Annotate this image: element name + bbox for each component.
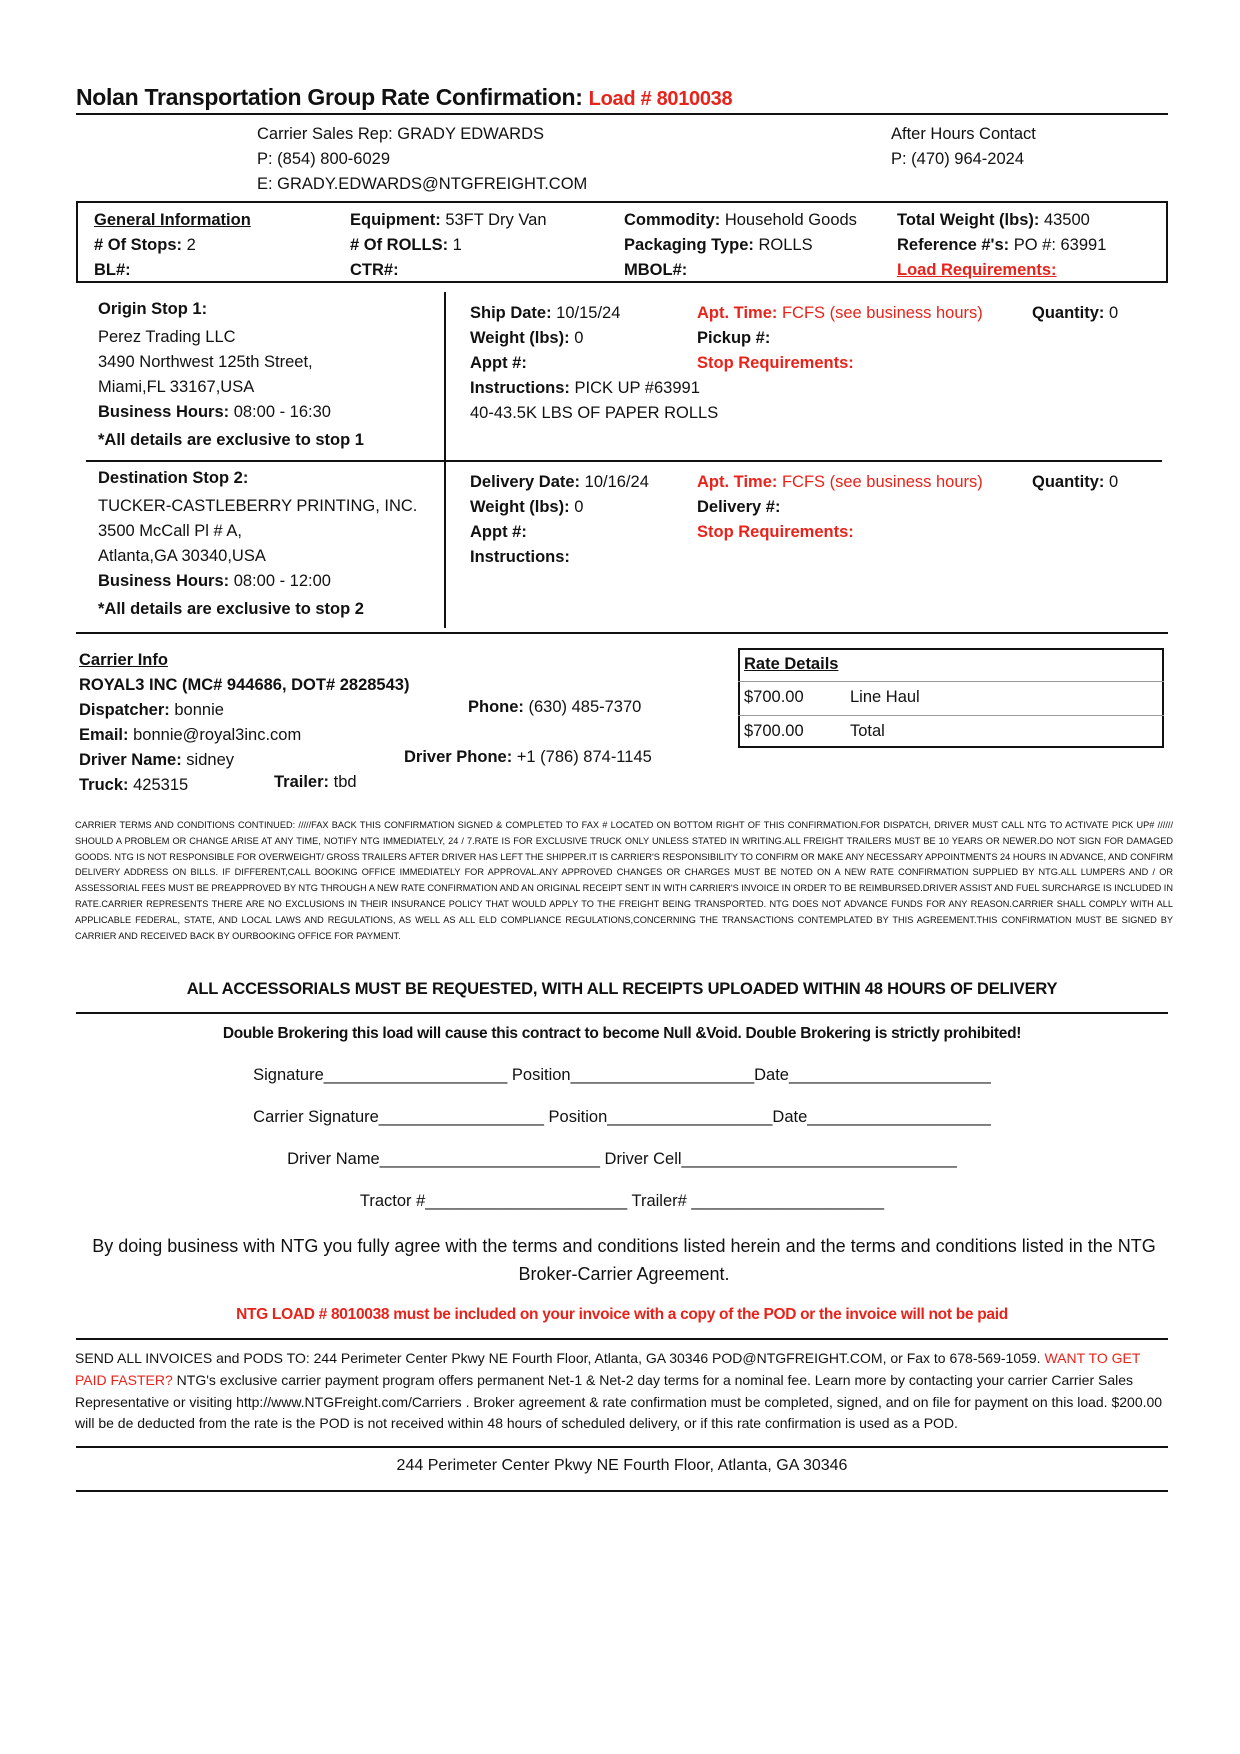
origin-stop-requirements: Stop Requirements: xyxy=(697,354,854,372)
commodity-label: Commodity: xyxy=(624,211,721,229)
origin-apt-time-label: Apt. Time: xyxy=(697,304,778,322)
driver-phone xyxy=(404,748,652,767)
carrier-email-value: bonnie@royal3inc.com xyxy=(128,726,302,744)
origin-quantity-label: Quantity: xyxy=(1032,304,1105,322)
destination-stop-address xyxy=(98,466,417,622)
mbol-label: MBOL#: xyxy=(624,261,688,279)
load-number: Load # 8010038 xyxy=(588,88,733,110)
title-divider xyxy=(76,113,1168,115)
driver-line[interactable]: Driver Name________________________ Driver Cell______________________________ xyxy=(287,1150,957,1168)
delivery-date-label: Delivery Date: xyxy=(470,473,581,491)
general-col-2 xyxy=(350,208,547,283)
sales-rep-name: Carrier Sales Rep: GRADY EDWARDS xyxy=(257,125,544,143)
rate-row-label xyxy=(850,688,920,707)
stops-bottom-divider xyxy=(76,632,1168,634)
carrier-phone-value: (630) 485-7370 xyxy=(523,698,642,716)
rate-row-label xyxy=(850,722,885,741)
destination-instructions-label: Instructions: xyxy=(470,548,570,566)
origin-weight-label: Weight (lbs): xyxy=(470,329,570,347)
rate-row-divider xyxy=(738,715,1164,716)
destination-appt-label: Appt #: xyxy=(470,523,527,541)
destination-quantity-value: 0 xyxy=(1104,473,1119,491)
tractor-trailer-line[interactable]: Tractor #______________________ Trailer# _____________________ xyxy=(359,1192,885,1210)
rate-label: Total xyxy=(850,722,885,740)
rate-details-divider xyxy=(738,681,1164,682)
dispatcher-label: Dispatcher: xyxy=(79,701,170,719)
trailer xyxy=(274,773,357,792)
destination-stop-heading: Destination Stop 2: xyxy=(98,469,249,487)
origin-stop-address xyxy=(98,297,364,453)
terms-and-conditions: CARRIER TERMS AND CONDITIONS CONTINUED: /////FAX BACK THIS CONFIRMATION SIGNED & COMPLETED TO FAX # LOCATED ON BOTTOM RIGHT OF THIS CONFIRMATION.FOR DISPATCH, DRIVER MUST CALL NTG TO ACTIVATE PICK UP# ////// SHOULD A PROBLEM OR CHANGE ARISE AT ANY TIME, NOTIFY NTG IMMEDIATELY, 24 / 7.RATE IS FOR EXCLUSIVE TRUCK ONLY UNLESS STATED IN WRITING.ALL FREIGHT TRAILERS MUST BE 10 YEARS OR NEWER.DO NOT SIGN FOR DAMAGED GOODS. NTG IS NOT RESPONSIBLE FOR OVERWEIGHT/ GROSS TRAILERS AFTER DRIVER HAS LEFT THE SHIPPER.IT IS CARRIER'S RESPONSIBILITY TO CONFIRM OR MAKE ANY NECESSARY APPOINTMENTS 24 HOURS IN ADVANCE, AND CONFIRM DELIVERY ADDRESS ON BILLS. IF DIFFERENT,CALL BOOKING OFFICE IMMEDIATELY FOR APPROVAL.ANY APPROVED CHANGES OR CHARGES MUST BE NOTED ON A NEW RATE CONFIRMATION SUPPLIED BY NTG.ALL LUMPERS AND / OR ASSESSORIAL FEES MUST BE PREAPPROVED BY NTG THROUGH A NEW RATE CONFIRMATION AND AN ORIGINAL RECEIPT SENT IN WITH CARRIER'S INVOICE IN ORDER TO BE REIMBURSED.DRIVER ASSIST AND FUEL SURCHARGE IS INCLUDED IN RATE.CARRIER REPRESENTS THERE ARE NO EXCLUSIONS IN THEIR INSURANCE POLICY THAT WOULD APPLY TO THE FREIGHT BEING TRANSPORTED. NTG DOES NOT ADVANCE FUNDS FOR ANY REASON.CARRIER SHALL COMPLY WITH ALL APPLICABLE FEDERAL, STATE, AND LOCAL LAWS AND REGULATIONS, AS WELL AS ALL ELD COMPLIANCE REGULATIONS,CONCERNING THE TRANSACTIONS CONTEMPLATED BY THIS AGREEMENT.THIS CONFIRMATION MUST BE SIGNED BY CARRIER AND RECEIVED BACK BY OURBOOKING OFFICE FOR PAYMENT. xyxy=(75,820,1173,941)
driver-phone-value: +1 (786) 874-1145 xyxy=(512,748,652,766)
pickup-number-label: Pickup #: xyxy=(697,329,771,347)
after-hours-label: After Hours Contact xyxy=(891,125,1036,143)
carrier-signature-line[interactable]: Carrier Signature__________________ Position__________________Date____________________ xyxy=(253,1108,991,1126)
sales-rep-block xyxy=(257,122,587,197)
carrier-phone-label: Phone: xyxy=(468,698,524,716)
origin-instructions-label: Instructions: xyxy=(470,379,570,397)
general-col-4 xyxy=(897,208,1106,283)
driver-name-value: sidney xyxy=(181,751,234,769)
commodity-value: Household Goods xyxy=(720,211,857,229)
origin-apt-time-value: FCFS (see business hours) xyxy=(777,304,983,322)
equipment-label: Equipment: xyxy=(350,211,441,229)
truck-value: 425315 xyxy=(128,776,189,794)
get-paid-faster: WANT TO GET PAID FASTER? xyxy=(75,1350,1141,1388)
origin-hours-value: 08:00 - 16:30 xyxy=(229,403,331,421)
destination-hours-value: 08:00 - 12:00 xyxy=(229,572,331,590)
origin-stop-heading: Origin Stop 1: xyxy=(98,300,208,318)
delivery-date-value: 10/16/24 xyxy=(580,473,649,491)
total-weight-value: 43500 xyxy=(1039,211,1090,229)
accessorials-notice: ALL ACCESSORIALS MUST BE REQUESTED, WITH ALL RECEIPTS UPLOADED WITHIN 48 HOURS OF DELIVERY xyxy=(186,980,1058,998)
delivery-number-label: Delivery #: xyxy=(697,498,781,516)
equipment-value: 53FT Dry Van xyxy=(440,211,547,229)
origin-appt-label: Appt #: xyxy=(470,354,527,372)
origin-instructions-line2: 40-43.5K LBS OF PAPER ROLLS xyxy=(470,404,719,422)
footer-top-divider xyxy=(76,1446,1168,1448)
rate-row xyxy=(744,688,804,707)
destination-quantity-label: Quantity: xyxy=(1032,473,1105,491)
destination-apt-time-label: Apt. Time: xyxy=(697,473,778,491)
general-col-1 xyxy=(94,208,251,283)
origin-hours-label: Business Hours: xyxy=(98,403,230,421)
origin-exclusive-note: *All details are exclusive to stop 1 xyxy=(98,431,364,449)
carrier-info-heading: Carrier Info xyxy=(79,651,168,669)
destination-weight-value: 0 xyxy=(569,498,584,516)
rate-amount: $700.00 xyxy=(744,688,804,706)
invoice-divider xyxy=(76,1338,1168,1340)
rolls-label: # Of ROLLS: xyxy=(350,236,449,254)
after-hours-phone: P: (470) 964-2024 xyxy=(891,150,1025,168)
carrier-name: ROYAL3 INC (MC# 944686, DOT# 2828543) xyxy=(79,676,410,694)
footer-bottom-divider xyxy=(76,1490,1168,1492)
packaging-label: Packaging Type: xyxy=(624,236,754,254)
stops-label: # Of Stops: xyxy=(94,236,183,254)
invoice-send-to: SEND ALL INVOICES and PODS TO: 244 Perimeter Center Pkwy NE Fourth Floor, Atlanta, GA 30346 POD@NTGFREIGHT.COM, or Fax to 678-569-1059. xyxy=(75,1350,1045,1366)
rolls-value: 1 xyxy=(448,236,462,254)
invoice-program-details: NTG's exclusive carrier payment program offers permanent Net-1 & Net-2 day terms for a nominal fee. Learn more by contacting your carrier Carrier Sales Representative or visiting http://www.NTGFreight.com/Carriers . Broker agreement & rate confirmation must be completed, signed, and on file for payment on this load. $200.00 will be de deducted from the rate is the POD is not received within 48 hours of scheduled delivery, or if this rate confirmation is used as a POD. xyxy=(75,1371,1163,1432)
page-title xyxy=(76,84,732,111)
invoice-pod-notice: NTG LOAD # 8010038 must be included on your invoice with a copy of the POD or the invoice will not be paid xyxy=(236,1306,1008,1323)
general-col-3 xyxy=(624,208,857,283)
destination-stop-requirements: Stop Requirements: xyxy=(697,523,854,541)
invoice-instructions xyxy=(75,1348,1170,1435)
destination-appointment xyxy=(697,470,983,545)
dispatcher-value: bonnie xyxy=(169,701,224,719)
accessorials-divider xyxy=(76,1012,1168,1014)
destination-hours-label: Business Hours: xyxy=(98,572,230,590)
reference-label: Reference #'s: xyxy=(897,236,1010,254)
ship-date-value: 10/15/24 xyxy=(551,304,621,322)
origin-details xyxy=(470,301,718,426)
reference-value: PO #: 63991 xyxy=(1009,236,1107,254)
destination-address-line1: 3500 McCall Pl # A, xyxy=(98,522,242,540)
rate-label: Line Haul xyxy=(850,688,920,706)
origin-weight-value: 0 xyxy=(569,329,584,347)
trailer-value: tbd xyxy=(329,773,357,791)
sales-rep-email: E: GRADY.EDWARDS@NTGFREIGHT.COM xyxy=(257,175,588,193)
general-info-heading: General Information xyxy=(94,211,251,229)
origin-address-line1: 3490 Northwest 125th Street, xyxy=(98,353,313,371)
agreement-statement: By doing business with NTG you fully agree with the terms and conditions listed herein and the terms and conditions listed in the NTG Broker-Carrier Agreement. xyxy=(92,1236,1156,1284)
total-weight-label: Total Weight (lbs): xyxy=(897,211,1040,229)
stops-row-divider xyxy=(86,460,1162,462)
after-hours-block xyxy=(891,122,1036,172)
carrier-phone xyxy=(468,698,641,717)
origin-company: Perez Trading LLC xyxy=(98,328,236,346)
carrier-info-block xyxy=(79,648,409,798)
destination-apt-time-value: FCFS (see business hours) xyxy=(777,473,983,491)
origin-appointment xyxy=(697,301,983,376)
origin-instructions-value: PICK UP #63991 xyxy=(569,379,700,397)
footer-address: 244 Perimeter Center Pkwy NE Fourth Floor, Atlanta, GA 30346 xyxy=(396,1457,848,1474)
origin-quantity-value: 0 xyxy=(1104,304,1119,322)
signature-line[interactable]: Signature____________________ Position____________________Date______________________ xyxy=(253,1066,991,1084)
carrier-email-label: Email: xyxy=(79,726,129,744)
ship-date-label: Ship Date: xyxy=(470,304,552,322)
double-brokering-warning: Double Brokering this load will cause this contract to become Null &Void. Double Brokering is strictly prohibited! xyxy=(222,1025,1022,1042)
destination-details xyxy=(470,470,649,570)
rate-amount: $700.00 xyxy=(744,722,804,740)
destination-weight-label: Weight (lbs): xyxy=(470,498,570,516)
truck-label: Truck: xyxy=(79,776,129,794)
rate-details-heading: Rate Details xyxy=(744,655,839,673)
origin-quantity xyxy=(1032,301,1118,326)
destination-company: TUCKER-CASTLEBERRY PRINTING, INC. xyxy=(98,497,418,515)
trailer-label: Trailer: xyxy=(274,773,330,791)
rate-row xyxy=(744,722,804,741)
stops-value: 2 xyxy=(182,236,196,254)
driver-name-label: Driver Name: xyxy=(79,751,182,769)
destination-address-line2: Atlanta,GA 30340,USA xyxy=(98,547,266,565)
destination-quantity xyxy=(1032,470,1118,495)
document-title: Nolan Transportation Group Rate Confirmation: xyxy=(76,84,583,110)
driver-phone-label: Driver Phone: xyxy=(404,748,513,766)
destination-exclusive-note: *All details are exclusive to stop 2 xyxy=(98,600,364,618)
load-requirements-link: Load Requirements: xyxy=(897,261,1057,279)
ctr-label: CTR#: xyxy=(350,261,399,279)
packaging-value: ROLLS xyxy=(753,236,813,254)
sales-rep-phone: P: (854) 800-6029 xyxy=(257,150,391,168)
bl-label: BL#: xyxy=(94,261,131,279)
origin-address-line2: Miami,FL 33167,USA xyxy=(98,378,255,396)
